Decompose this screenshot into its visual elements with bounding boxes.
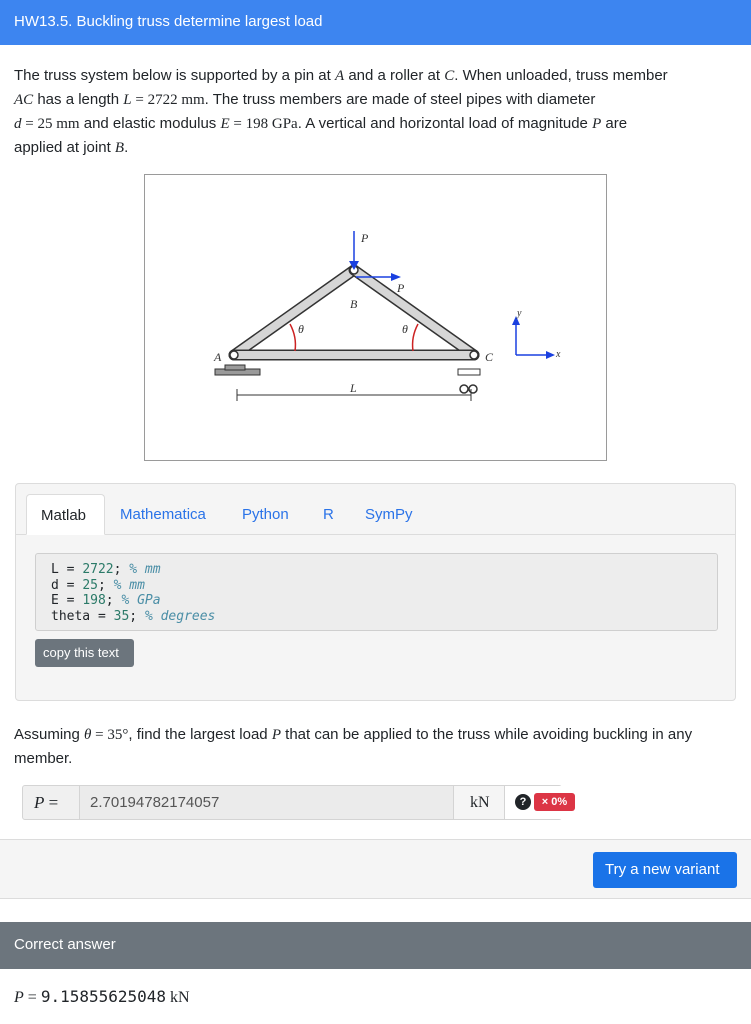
label-p-horizontal: P bbox=[397, 281, 405, 295]
tab-python[interactable]: Python bbox=[242, 506, 289, 523]
truss-figure bbox=[144, 174, 607, 461]
answer-unit: kN bbox=[453, 786, 504, 819]
copy-text-button[interactable]: copy this text bbox=[35, 639, 134, 667]
code-line: E = 198; % GPa bbox=[51, 593, 161, 608]
code-line: L = 2722; % mm bbox=[51, 562, 161, 577]
answer-input-group bbox=[22, 785, 568, 820]
tab-sympy[interactable]: SymPy bbox=[365, 506, 413, 523]
label-p-vertical: P bbox=[361, 231, 369, 245]
label-theta-c: θ bbox=[402, 322, 408, 336]
truss-diagram bbox=[145, 175, 608, 462]
score-badge: × 0% bbox=[534, 793, 575, 811]
label-l: L bbox=[350, 381, 357, 395]
label-theta-a: θ bbox=[298, 322, 304, 336]
label-a: A bbox=[214, 350, 222, 364]
label-c: C bbox=[485, 350, 494, 364]
answer-status bbox=[504, 786, 568, 819]
language-tabs bbox=[16, 484, 735, 535]
correct-answer: P = 9.15855625048 kN bbox=[14, 987, 190, 1006]
label-b: B bbox=[350, 297, 358, 311]
question-help-icon[interactable]: ? bbox=[515, 794, 531, 810]
question-title: HW13.5. Buckling truss determine largest load bbox=[14, 13, 323, 30]
answer-label: P = bbox=[23, 786, 80, 819]
coordinate-axes bbox=[512, 316, 555, 359]
roller-support bbox=[458, 369, 480, 393]
angle-arc-a bbox=[290, 324, 295, 351]
code-card bbox=[15, 483, 736, 701]
page-header bbox=[0, 0, 751, 45]
tab-mathematica[interactable]: Mathematica bbox=[120, 506, 206, 523]
member-ab bbox=[234, 270, 354, 355]
label-y: y bbox=[517, 308, 522, 319]
joint-a bbox=[230, 351, 238, 359]
pin-support bbox=[215, 365, 260, 375]
try-new-variant-button[interactable]: Try a new variant bbox=[593, 852, 737, 888]
joint-c bbox=[470, 351, 478, 359]
tab-r[interactable]: R bbox=[323, 506, 334, 523]
label-x: x bbox=[556, 349, 561, 360]
member-bc bbox=[354, 270, 474, 355]
question-prompt: Assuming θ = 35°, find the largest load P that can be applied to the truss while avoiding buckling in any member. bbox=[14, 726, 693, 767]
correct-answer-header: Correct answer bbox=[0, 922, 751, 969]
tab-matlab[interactable]: Matlab bbox=[26, 494, 105, 535]
code-line: d = 25; % mm bbox=[51, 577, 145, 593]
answer-input[interactable]: 2.70194782174057 bbox=[80, 786, 453, 819]
vertical-load-arrow bbox=[349, 231, 359, 270]
code-block[interactable] bbox=[35, 553, 718, 631]
code-line: theta = 35; % degrees bbox=[51, 608, 216, 624]
question-text: The truss system below is supported by a pin at A and a roller at C. When unloaded, truss member AC has a length L = 2722 mm. The truss members are made of steel pipes with diameter d = 25 mm and elastic modulus E = 198 GPa. A vertical and horizontal load of magnitude P are applied at joint B. bbox=[14, 67, 668, 156]
angle-arc-c bbox=[413, 324, 418, 351]
question-footer bbox=[0, 839, 751, 899]
